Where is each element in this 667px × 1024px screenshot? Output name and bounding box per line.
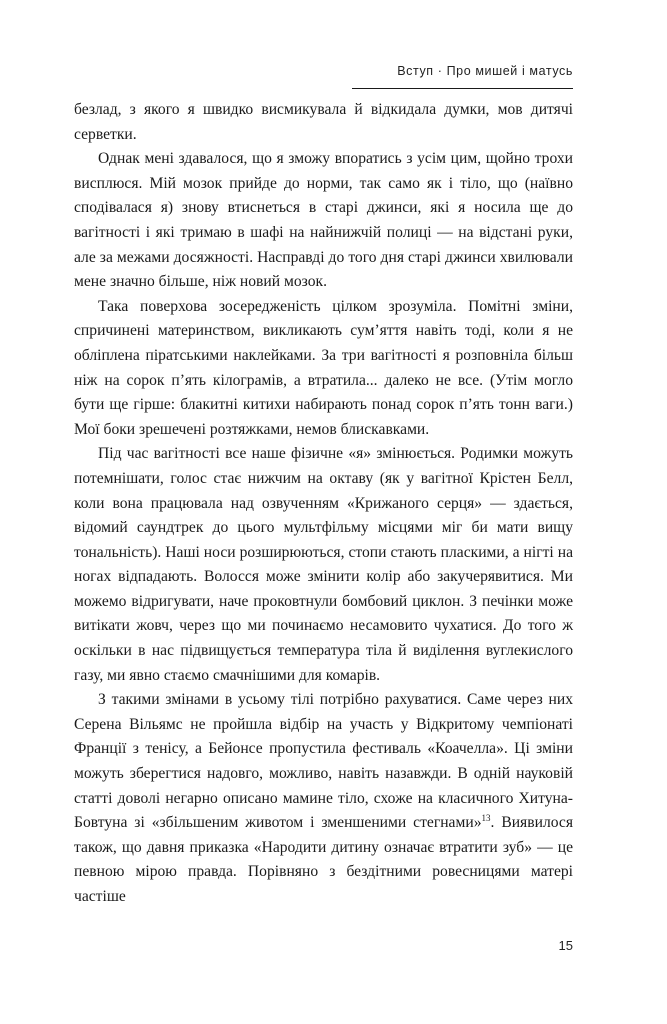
running-header bbox=[397, 64, 573, 78]
body-text bbox=[74, 98, 573, 910]
footnote-marker[interactable]: 13 bbox=[481, 813, 491, 824]
paragraph-5-part-2: . Виявилося також, що давня приказка «Народити дитину означає втратити зуб» — це певною мірою правда. Порівняно з бездітними ровесницями матері частіше bbox=[74, 814, 573, 905]
paragraph-3: Така поверхова зосередженість цілком зрозуміла. Помітні зміни, спричинені материнством, викликають сум’яття навіть тоді, коли я не обліплена піратськими наклейками. За три вагітності я розповніла більш ніж на сорок п’ять кілограмів, а втратила... далеко не все. (Утім могло бути ще гірше: блакитні китихи набирають понад сорок п’ять тонн ваги.) Мої боки зрешечені розтяжками, немов блискавками. bbox=[74, 297, 573, 438]
paragraph-1: безлад, з якого я швидко висмикувала й відкидала думки, мов дитячі серветки. bbox=[74, 101, 573, 143]
paragraph-5 bbox=[74, 688, 573, 909]
header-rule bbox=[352, 88, 573, 89]
paragraph-5-part-1: З такими змінами в усьому тілі потрібно рахуватися. Саме через них Серена Вільямс не пройшла відбір на участь у Відкритому чемпіонаті Франції з тенісу, а Бейонсе пропустила фестиваль «Коачелла». Ці зміни можуть зберегтися надовго, можливо, навіть назавжди. В одній науковій статті доволі негарно описано мамине тіло, схоже на класичного Хитуна-Бовтуна зі «збільшеним животом і зменшеними стегнами» bbox=[74, 691, 573, 832]
paragraph-4: Під час вагітності все наше фізичне «я» змінюється. Родимки можуть потемнішати, голос стає нижчим на октаву (як у вагітної Крістен Белл, коли вона працювала над озвученням «Крижаного серця» — здається, відомий саундтрек до цього мультфільму місцями міг би мати вищу тональність). Наші носи розширюються, стопи стають пласкими, а нігті на ногах відпадають. Волосся може змінити колір або закучерявитися. Ми можемо відригувати, наче проковтнули бомбовий циклон. З печінки може витікати жовч, через що ми починаємо несамовито чухатися. До того ж оскільки в нас підвищується температура тіла й виділення вуглекислого газу, ми явно стаємо смачнішими для комарів. bbox=[74, 445, 573, 684]
page-number: 15 bbox=[558, 938, 573, 953]
running-title: Вступ · Про мишей і матусь bbox=[397, 64, 573, 78]
paragraph-2: Однак мені здавалося, що я зможу впоратись з усім цим, щойно трохи висплюся. Мій мозок прийде до норми, так само як і тіло, що (наївно сподівалася я) знову втиснеться в старі джинси, які я носила ще до вагітності і які тримаю в шафі на найнижчій полиці — на відстані руки, але за межами досяжності. Насправді до того дня старі джинси хвилювали мене значно більше, ніж новий мозок. bbox=[74, 150, 573, 291]
